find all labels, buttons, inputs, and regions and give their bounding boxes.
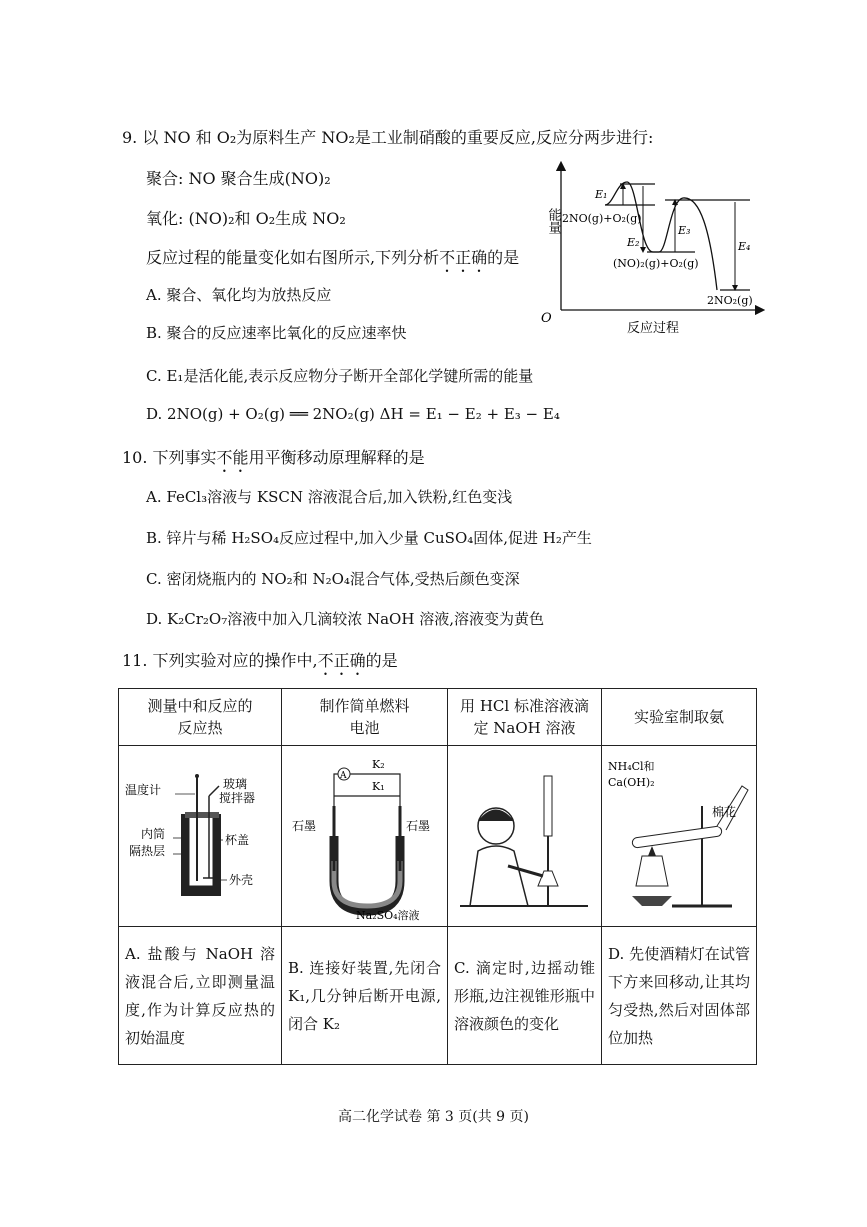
- experiment-table: [118, 688, 757, 1065]
- fuel-cell-illustration: [282, 746, 448, 922]
- q10-option-d: D. K₂Cr₂O₇溶液中加入几滴较浓 NaOH 溶液,溶液变为黄色: [146, 610, 544, 628]
- ammonia-illustration: [602, 746, 757, 922]
- page-footer: 高二化学试卷 第 3 页(共 9 页): [338, 1109, 529, 1125]
- q10-stem: [122, 445, 425, 476]
- q9-option-c: C. E₁是活化能,表示反应物分子断开全部化学键所需的能量: [146, 367, 534, 385]
- q11-stem-pre: 11. 下列实验对应的操作中,: [122, 651, 318, 670]
- svg-text:温度计: 温度计: [125, 783, 162, 797]
- state-1-label: 2NO(g)+O₂(g): [562, 212, 642, 225]
- svg-text:搅拌器: 搅拌器: [219, 791, 256, 805]
- q9-step-oxidize: 氧化: (NO)₂和 O₂生成 NO₂: [146, 209, 346, 228]
- q10-option-b: B. 锌片与稀 H₂SO₄反应过程中,加入少量 CuSO₄固体,促进 H₂产生: [146, 529, 592, 547]
- svg-text:玻璃: 玻璃: [223, 777, 248, 791]
- q9-option-b: B. 聚合的反应速率比氧化的反应速率快: [146, 324, 407, 342]
- calorimeter-illustration: [119, 746, 282, 922]
- svg-text:石墨: 石墨: [292, 819, 317, 833]
- q9-option-d: D. 2NO(g) + O₂(g) ══ 2NO₂(g) ΔH = E₁ − E₂ + E₃ − E₄: [146, 405, 560, 423]
- svg-text:隔热层: 隔热层: [129, 844, 166, 858]
- q10-stem-post: 用平衡移动原理解释的是: [248, 448, 425, 467]
- header-cell: 测量中和反应的 反应热: [119, 689, 282, 746]
- header-cell: 制作简单燃料 电池: [282, 689, 448, 746]
- q9-option-a: A. 聚合、氧化均为放热反应: [146, 286, 332, 304]
- svg-text:K₂: K₂: [372, 758, 385, 771]
- x-axis-label: 反应过程: [627, 321, 680, 336]
- svg-text:棉花: 棉花: [712, 805, 737, 819]
- energy-curve: [605, 182, 717, 290]
- svg-text:K₁: K₁: [372, 780, 385, 793]
- svg-text:Ca(OH)₂: Ca(OH)₂: [608, 776, 655, 789]
- q9-stem: 9. 以 NO 和 O₂为原料生产 NO₂是工业制硝酸的重要反应,反应分两步进行:: [122, 128, 654, 147]
- titration-illustration: [448, 746, 602, 922]
- q10-stem-emphasis: 不能: [216, 448, 249, 467]
- header-cell: 实验室制取氨: [602, 689, 757, 746]
- titration-cell: [448, 746, 602, 927]
- q10-option-a: A. FeCl₃溶液与 KSCN 溶液混合后,加入铁粉,红色变浅: [146, 488, 513, 506]
- label-e3: E₃: [678, 224, 691, 237]
- q10-option-c: C. 密闭烧瓶内的 NO₂和 N₂O₄混合气体,受热后颜色变深: [146, 570, 520, 588]
- svg-text:Na₂SO₄溶液: Na₂SO₄溶液: [356, 909, 420, 922]
- svg-text:NH₄Cl和: NH₄Cl和: [608, 760, 655, 773]
- calorimeter-cell: [119, 746, 282, 927]
- svg-text:外壳: 外壳: [229, 873, 254, 887]
- state-2-label: (NO)₂(g)+O₂(g): [613, 257, 699, 270]
- svg-text:杯盖: 杯盖: [225, 833, 250, 847]
- q11-stem-post: 的是: [365, 651, 398, 670]
- ammonia-cell: [602, 746, 757, 927]
- fuel-cell-cell: [282, 746, 448, 927]
- q11-stem: [122, 648, 398, 679]
- svg-text:内筒: 内筒: [141, 827, 166, 841]
- label-e2: E₂: [627, 236, 640, 249]
- q10-stem-pre: 10. 下列事实: [122, 448, 217, 467]
- svg-text:石墨: 石墨: [406, 819, 431, 833]
- label-e1: E₁: [595, 188, 608, 201]
- state-3-label: 2NO₂(g): [707, 294, 753, 307]
- origin-label: O: [541, 311, 552, 326]
- table-options-row: [119, 927, 757, 1065]
- q9-step-polymerize: 聚合: NO 聚合生成(NO)₂: [146, 169, 331, 188]
- q9-ask: [146, 245, 519, 276]
- option-d-cell: D. 先使酒精灯在试管下方来回移动,让其均匀受热,然后对固体部位加热: [602, 927, 757, 1065]
- q11-stem-emphasis: 不正确: [317, 651, 366, 670]
- label-e4: E₄: [738, 240, 751, 253]
- q9-ask-post: 的是: [487, 248, 520, 267]
- header-cell: 用 HCl 标准溶液滴 定 NaOH 溶液: [448, 689, 602, 746]
- option-a-cell: A. 盐酸与 NaOH 溶液混合后,立即测量温度,作为计算反应热的初始温度: [119, 927, 282, 1065]
- table-header-row: [119, 689, 757, 746]
- svg-text:A: A: [340, 771, 347, 781]
- energy-diagram: [535, 160, 767, 340]
- option-c-cell: C. 滴定时,边摇动锥形瓶,边注视锥形瓶中溶液颜色的变化: [448, 927, 602, 1065]
- q9-ask-emphasis: 不正确: [439, 248, 488, 267]
- q9-ask-pre: 反应过程的能量变化如右图所示,下列分析: [146, 248, 440, 267]
- option-b-cell: B. 连接好装置,先闭合 K₁,几分钟后断开电源,闭合 K₂: [282, 927, 448, 1065]
- y-axis-label: 能量: [545, 208, 561, 234]
- table-image-row: [119, 746, 757, 927]
